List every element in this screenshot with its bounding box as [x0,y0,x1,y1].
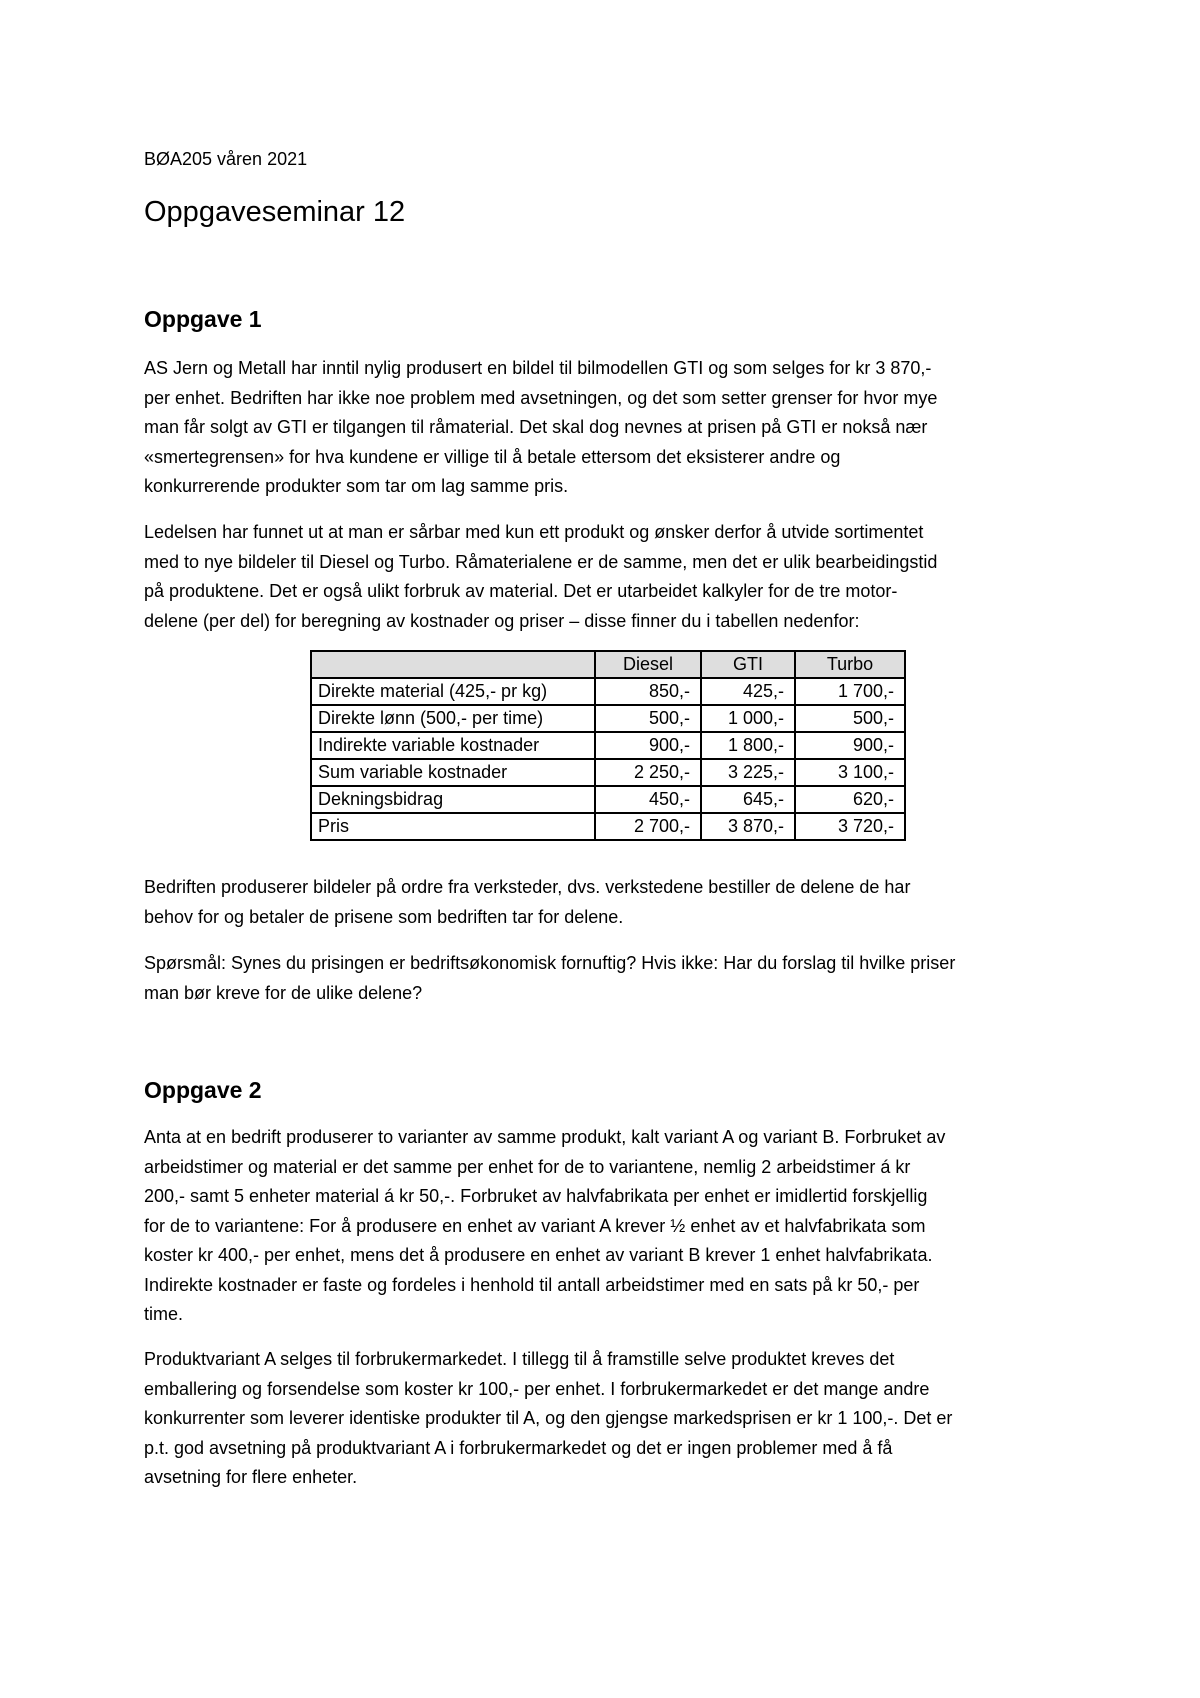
task-1-paragraph-3 [144,873,1064,932]
table-row [311,813,905,840]
cost-table [310,650,906,841]
column-header-turbo: Turbo [795,651,905,678]
cell-gti: 1 800,- [701,732,795,759]
cell-turbo: 900,- [795,732,905,759]
text-line: behov for og betaler de prisene som bedriften tar for delene. [144,906,624,927]
table-corner-cell [311,651,595,678]
text-line: arbeidstimer og material er det samme per enhet for de to variantene, nemlig 2 arbeidstimer á kr [144,1156,911,1177]
cell-diesel: 900,- [595,732,701,759]
table-row [311,705,905,732]
text-line: konkurrerende produkter som tar om lag samme pris. [144,476,569,496]
row-label: Pris [311,813,595,840]
cell-diesel: 450,- [595,786,701,813]
text-line: avsetning for flere enheter. [144,1467,358,1487]
task-2-paragraph-1 [144,1123,1064,1330]
cell-gti: 3 225,- [701,759,795,786]
text-line: delene (per del) for beregning av kostnader og priser – disse finner du i tabellen nedenfor: [144,610,860,631]
document-title: Oppgaveseminar 12 [144,196,406,228]
text-line: Anta at en bedrift produserer to varianter av samme produkt, kalt variant A og variant B. Forbruket av [144,1127,946,1147]
table-header-row [311,651,905,678]
cell-turbo: 620,- [795,786,905,813]
task-2-paragraph-2 [144,1345,1064,1493]
cell-gti: 3 870,- [701,813,795,840]
cell-gti: 425,- [701,678,795,705]
text-line: koster kr 400,- per enhet, mens det å produsere en enhet av variant B krever 1 enhet halvfabrikata. [144,1245,933,1265]
text-line: 200,- samt 5 enheter material á kr 50,-. Forbruket av halvfabrikata per enhet er imidlertid forskjellig [144,1186,928,1206]
text-line: konkurrenter som leverer identiske produkter til A, og den gjengse markedsprisen er kr 1 100,-. Det er [144,1408,953,1428]
row-label: Dekningsbidrag [311,786,595,813]
table-row [311,732,905,759]
column-header-diesel: Diesel [595,651,701,678]
cell-turbo: 500,- [795,705,905,732]
cell-gti: 645,- [701,786,795,813]
task-1-paragraph-2 [144,518,1064,636]
text-line: time. [144,1304,184,1324]
cell-turbo: 3 720,- [795,813,905,840]
text-line: Spørsmål: Synes du prisingen er bedriftsøkonomisk fornuftig? Hvis ikke: Har du forslag til hvilke priser [144,953,956,973]
table-row [311,759,905,786]
cell-diesel: 2 250,- [595,759,701,786]
text-line: AS Jern og Metall har inntil nylig produsert en bildel til bilmodellen GTI og som selges for kr 3 870,- [144,358,932,378]
column-header-gti: GTI [701,651,795,678]
task-1-heading: Oppgave 1 [144,306,262,332]
cell-diesel: 850,- [595,678,701,705]
cell-turbo: 3 100,- [795,759,905,786]
text-line: Produktvariant A selges til forbrukermarkedet. I tillegg til å framstille selve produktet kreves det [144,1349,895,1369]
table-row [311,678,905,705]
text-line: Bedriften produserer bildeler på ordre fra verksteder, dvs. verkstedene bestiller de delene de har [144,877,911,897]
task-1-question [144,949,1064,1008]
row-label: Indirekte variable kostnader [311,732,595,759]
course-line: BØA205 våren 2021 [144,149,308,169]
row-label: Direkte material (425,- pr kg) [311,678,595,705]
task-2-heading: Oppgave 2 [144,1077,262,1103]
text-line: for de to variantene: For å produsere en enhet av variant A krever ½ enhet av et halvfabrikata som [144,1215,926,1236]
task-1-paragraph-1 [144,354,1064,502]
cell-gti: 1 000,- [701,705,795,732]
text-line: Indirekte kostnader er faste og fordeles i henhold til antall arbeidstimer med en sats på kr 50,- per [144,1274,920,1295]
text-line: p.t. god avsetning på produktvariant A i forbrukermarkedet og det er ingen problemer med å få [144,1437,893,1458]
text-line: man bør kreve for de ulike delene? [144,982,423,1003]
table-row [311,786,905,813]
cell-diesel: 500,- [595,705,701,732]
text-line: emballering og forsendelse som koster kr 100,- per enhet. I forbrukermarkedet er det mange andre [144,1378,930,1399]
text-line: «smertegrensen» for hva kundene er villige til å betale ettersom det eksisterer andre og [144,446,841,467]
row-label: Direkte lønn (500,- per time) [311,705,595,732]
text-line: man får solgt av GTI er tilgangen til råmaterial. Det skal dog nevnes at prisen på GTI er nokså nær [144,417,928,437]
text-line: per enhet. Bedriften har ikke noe problem med avsetningen, og det som setter grenser for hvor mye [144,387,938,408]
cell-turbo: 1 700,- [795,678,905,705]
cell-diesel: 2 700,- [595,813,701,840]
text-line: Ledelsen har funnet ut at man er sårbar med kun ett produkt og ønsker derfor å utvide sortimentet [144,522,924,542]
text-line: på produktene. Det er også ulikt forbruk av material. Det er utarbeidet kalkyler for de tre motor- [144,581,898,601]
text-line: med to nye bildeler til Diesel og Turbo. Råmaterialene er de samme, men det er ulik bearbeidingstid [144,551,938,572]
row-label: Sum variable kostnader [311,759,595,786]
